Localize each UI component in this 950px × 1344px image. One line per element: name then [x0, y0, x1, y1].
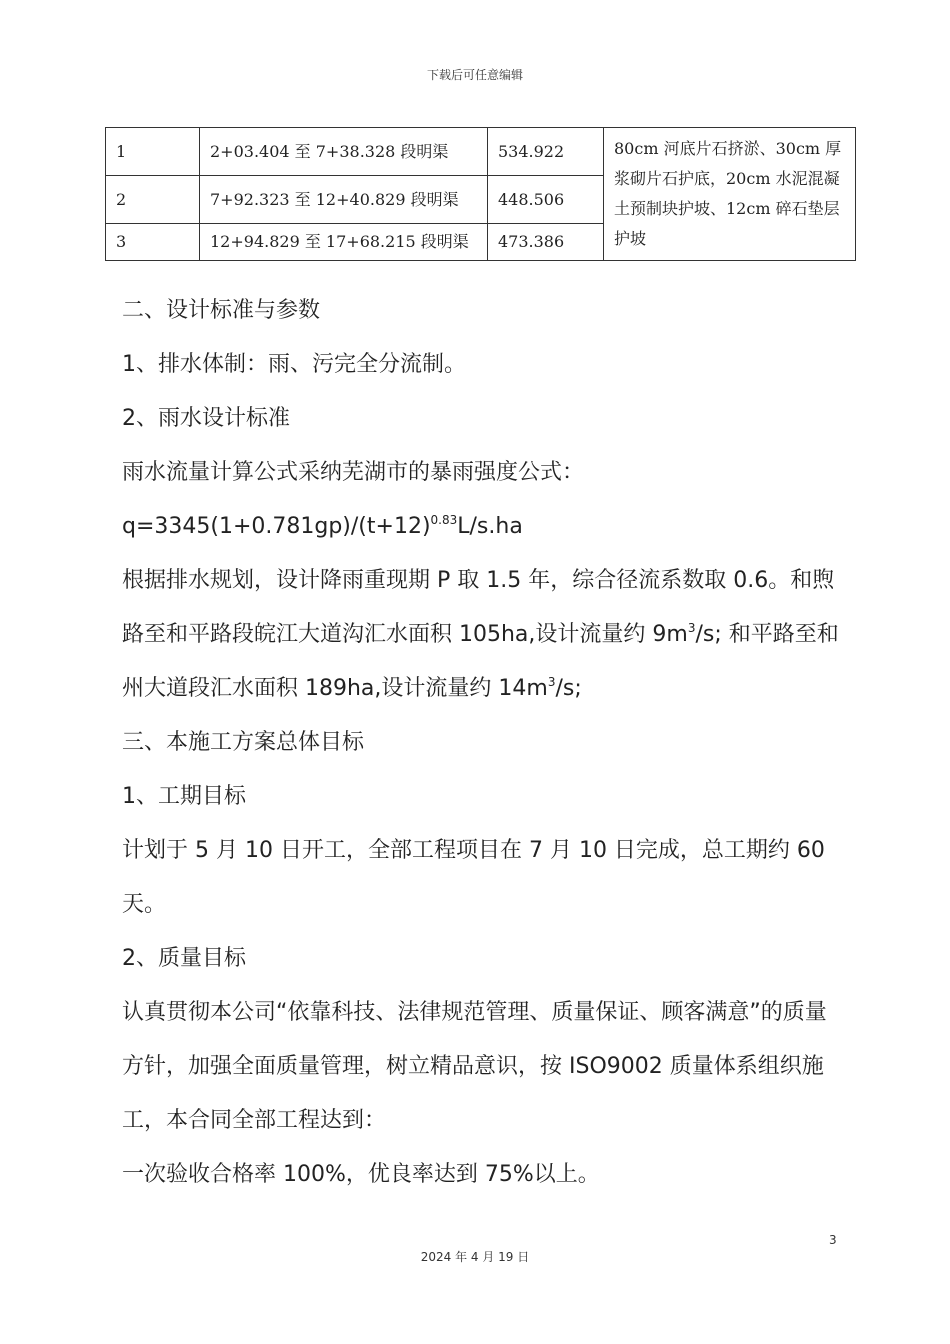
drainage-system-paragraph: 1、排水体制：雨、污完全分流制。 — [122, 352, 466, 377]
plan-exponent-2: 3 — [547, 675, 556, 689]
plan-text-c: /s; — [555, 676, 582, 701]
section-heading-goals: 三、本施工方案总体目标 — [122, 730, 365, 755]
rain-standard-heading: 2、雨水设计标准 — [122, 406, 290, 431]
page-number: 3 — [829, 1233, 837, 1247]
section-range: 2+03.404 至 7+38.328 段明渠 — [200, 128, 488, 176]
section-heading-standards: 二、设计标准与参数 — [122, 298, 321, 323]
page-header: 下载后可任意编辑 — [426, 68, 523, 82]
formula-base: q=3345(1+0.781gp)/(t+12) — [122, 514, 431, 539]
section-range: 12+94.829 至 17+68.215 段明渠 — [200, 224, 488, 261]
construction-note: 80cm 河底片石挤淤、30cm 厚浆砌片石护底，20cm 水泥混凝土预制块护坡、12cm 碎石垫层护坡 — [604, 128, 856, 261]
plan-text-b: /s; 和平路至和州大道段汇水面积 189ha,设计流量约 14m — [122, 622, 839, 701]
formula-exponent: 0.83 — [430, 513, 458, 527]
page-footer-date: 2024 年 4 月 19 日 — [420, 1250, 530, 1264]
table-row — [106, 128, 856, 176]
plan-exponent-1: 3 — [687, 621, 696, 635]
drainage-plan-paragraph — [122, 554, 842, 716]
section-length: 473.386 — [488, 224, 604, 261]
quality-paragraph: 认真贯彻本公司“依靠科技、法律规范管理、质量保证、顾客满意”的质量方针，加强全面质量管理，树立精品意识，按 ISO9002 质量体系组织施工，本合同全部工程达到： — [122, 1000, 827, 1133]
quality-heading: 2、质量目标 — [122, 946, 246, 971]
plan-text-a: 根据排水规划，设计降雨重现期 P 取 1.5 年，综合径流系数取 0.6。和煦路至和平路段皖江大道沟汇水面积 105ha,设计流量约 9m — [122, 568, 835, 647]
section-length: 534.922 — [488, 128, 604, 176]
row-number: 2 — [106, 176, 200, 224]
pass-rate-paragraph: 一次验收合格率 100%，优良率达到 75%以上。 — [122, 1162, 600, 1187]
document-body — [122, 284, 842, 1202]
schedule-paragraph: 计划于 5 月 10 日开工，全部工程项目在 7 月 10 日完成，总工期约 60 天。 — [122, 838, 825, 917]
formula-intro-paragraph: 雨水流量计算公式采纳芜湖市的暴雨强度公式： — [122, 460, 585, 485]
channel-section-table — [105, 127, 856, 261]
schedule-heading: 1、工期目标 — [122, 784, 246, 809]
section-range: 7+92.323 至 12+40.829 段明渠 — [200, 176, 488, 224]
formula-unit: L/s.ha — [457, 514, 523, 539]
rainfall-formula — [122, 500, 842, 554]
section-length: 448.506 — [488, 176, 604, 224]
row-number: 3 — [106, 224, 200, 261]
row-number: 1 — [106, 128, 200, 176]
